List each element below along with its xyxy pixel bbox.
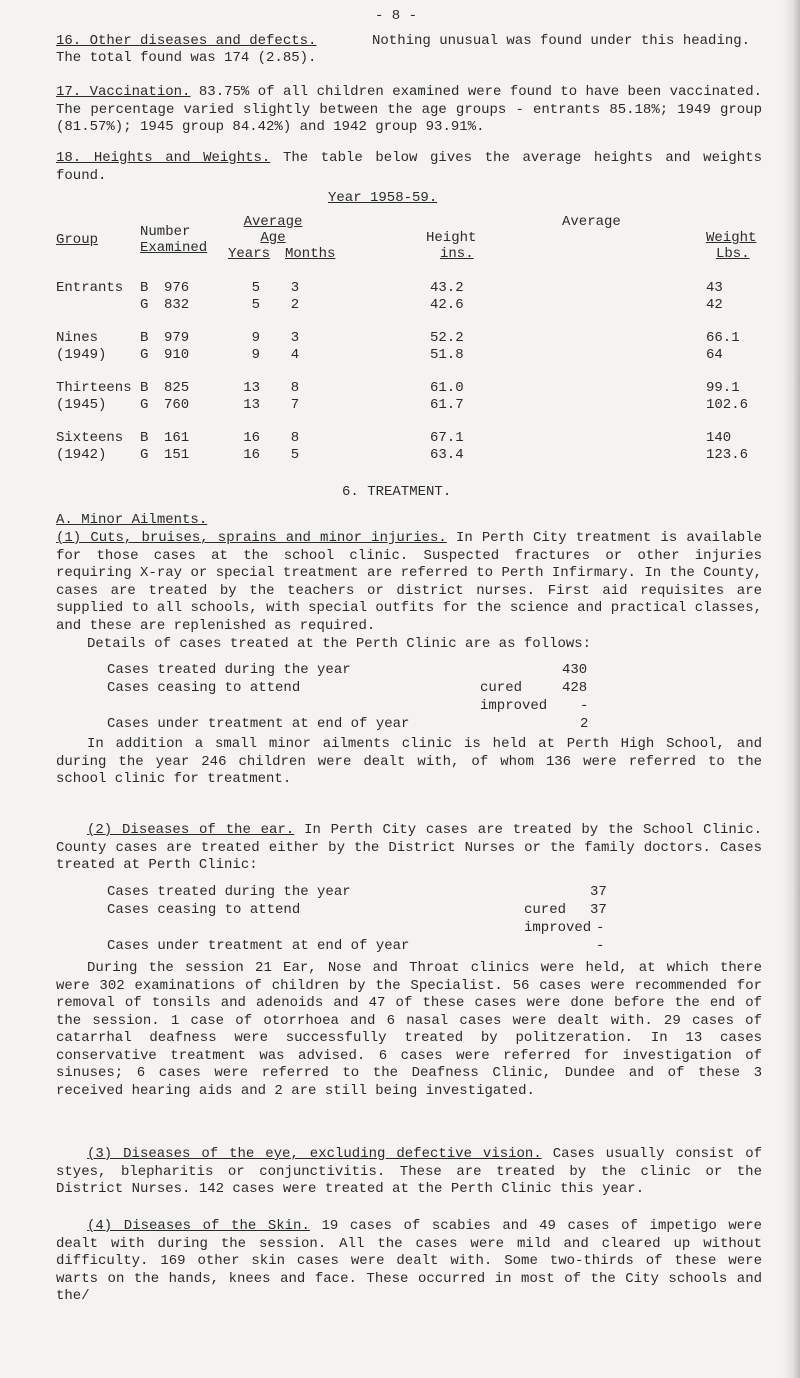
cuts-cured-label: cured: [480, 680, 523, 696]
row-sex: B: [140, 380, 149, 396]
row-group: (1945): [56, 397, 107, 413]
row-weight: 102.6: [706, 397, 749, 413]
section-17-text: 83.75% of all children examined were found to have been vaccinated. The percentage varied slightly between the age groups - entrants 85.18%; 1949 group (81.57%); 1945 group 84.42%) and 1942 group 93.91%.: [56, 84, 763, 135]
row-months: 2: [290, 297, 300, 313]
section-skin: [56, 1218, 762, 1306]
row-height: 42.6: [430, 297, 464, 313]
section-cuts-text: In Perth City treatment is available for those cases at the school clinic. Suspected fractures or other injuries requiring X-ray or special treatment are referred to Perth Infirmary. In the County, cases are treated by the teachers or district nurses. First aid requisites are supplied to all schools, with special outfits for the science and practical classes, and these are replenished as required.: [56, 530, 762, 634]
row-number: 825: [164, 380, 190, 396]
header-years: Years: [228, 246, 271, 262]
header-group: Group: [56, 232, 99, 248]
row-months: 3: [290, 280, 300, 296]
cuts-cured-value: 428: [562, 680, 588, 696]
cuts-cases-ceasing-label: Cases ceasing to attend: [107, 680, 301, 696]
row-height: 61.0: [430, 380, 464, 396]
header-height: Height: [426, 230, 477, 246]
section-eye-heading: (3) Diseases of the eye, excluding defective vision.: [87, 1146, 542, 1162]
section-16-text: Nothing unusual was found under this heading.: [372, 33, 751, 49]
header-weight: Weight: [706, 230, 757, 246]
row-number: 151: [164, 447, 190, 463]
section-ear: [56, 822, 762, 875]
ear-clinics-text: During the session 21 Ear, Nose and Throat clinics were held, at which there were 302 examinations of children by the Specialist. 56 cases were recommended for removal of tonsils and adenoids and 47 of these cases were done before the end of the session. 1 case of otorrhoea and 6 nasal cases were dealt with. 29 cases of catarrhal deafness were successfully treated by politzeration. In 13 cases conservative treatment was advised. 6 cases were referred for investigation of sinuses; 6 cases were referred to the Deafness Clinic, Dundee and of these 3 received hearing aids and 2 are still being investigated.: [56, 960, 762, 1099]
section-skin-heading: (4) Diseases of the Skin.: [87, 1218, 310, 1234]
row-weight: 99.1: [706, 380, 740, 396]
section-cuts-heading: (1) Cuts, bruises, sprains and minor injuries.: [56, 530, 447, 546]
row-height: 63.4: [430, 447, 464, 463]
row-sex: B: [140, 330, 149, 346]
row-group: Nines: [56, 330, 99, 346]
row-months: 8: [290, 380, 300, 396]
section-18: [56, 150, 762, 185]
treatment-heading: 6. TREATMENT.: [342, 484, 452, 500]
row-months: 8: [290, 430, 300, 446]
header-average-age: Average: [243, 214, 303, 230]
row-sex: G: [140, 297, 149, 313]
ear-cured-value: 37: [590, 902, 607, 918]
cuts-details-intro: Details of cases treated at the Perth Clinic are as follows:: [87, 636, 592, 652]
row-sex: B: [140, 280, 149, 296]
header-lbs: Lbs.: [716, 246, 750, 262]
section-16-heading: 16. Other diseases and defects.: [56, 33, 317, 49]
section-16-total: The total found was 174 (2.85).: [56, 50, 317, 66]
row-sex: G: [140, 397, 149, 413]
row-weight: 42: [706, 297, 723, 313]
row-years: 16: [243, 447, 260, 463]
row-months: 5: [290, 447, 300, 463]
row-years: 16: [243, 430, 260, 446]
row-number: 910: [164, 347, 190, 363]
section-18-text: The table below gives the average heights and weights found.: [56, 150, 762, 184]
row-weight: 64: [706, 347, 723, 363]
row-years: 5: [251, 280, 260, 296]
cuts-cases-treated-label: Cases treated during the year: [107, 662, 351, 678]
section-cuts: [56, 530, 762, 635]
header-examined: Examined: [140, 240, 208, 256]
row-weight: 43: [706, 280, 723, 296]
section-skin-text: 19 cases of scabies and 49 cases of impetigo were dealt with during the session. All the cases were mild and cleared up without difficulty. 169 other skin cases were dealt with. Some two-thirds of these were warts on the hands, knees and face. These occurred in most of the City schools and the/: [56, 1218, 762, 1304]
row-years: 9: [251, 330, 260, 346]
row-sex: G: [140, 347, 149, 363]
row-number: 760: [164, 397, 190, 413]
cuts-under-treatment-label: Cases under treatment at end of year: [107, 716, 410, 732]
section-17: [56, 84, 762, 137]
row-weight: 123.6: [706, 447, 749, 463]
row-sex: B: [140, 430, 149, 446]
header-number: Number: [140, 224, 191, 240]
header-ins: ins.: [440, 246, 474, 262]
section-ear-text: In Perth City cases are treated by the School Clinic. County cases are treated either by the District Nurses or the family doctors. Cases treated at Perth Clinic:: [56, 822, 762, 873]
row-number: 976: [164, 280, 190, 296]
row-group: Sixteens: [56, 430, 124, 446]
row-height: 67.1: [430, 430, 464, 446]
ear-cases-treated-value: 37: [590, 884, 607, 900]
ear-under-treatment-value: -: [596, 938, 605, 954]
ear-cured-label: cured: [524, 902, 567, 918]
row-group: Thirteens: [56, 380, 132, 396]
section-18-heading: 18. Heights and Weights.: [56, 150, 271, 166]
ear-improved-value: -: [596, 920, 605, 936]
row-weight: 140: [706, 430, 732, 446]
section-eye: [56, 1146, 762, 1199]
row-number: 832: [164, 297, 190, 313]
page-edge-shadow: [782, 0, 800, 1378]
row-years: 13: [243, 397, 260, 413]
row-height: 52.2: [430, 330, 464, 346]
cuts-additional-text: In addition a small minor ailments clinic is held at Perth High School, and during the year 246 children were dealt with, of whom 136 were referred to the school clinic for treatment.: [56, 736, 762, 787]
row-weight: 66.1: [706, 330, 740, 346]
section-eye-text: Cases usually consist of styes, blepharitis or conjunctivitis. These are treated by the clinic or the District Nurses. 142 cases were treated at the Perth Clinic this year.: [56, 1146, 763, 1197]
ear-cases-treated-label: Cases treated during the year: [107, 884, 351, 900]
section-ear-heading: (2) Diseases of the ear.: [87, 822, 295, 838]
cuts-under-treatment-value: 2: [580, 716, 589, 732]
page-number: - 8 -: [375, 8, 418, 24]
row-group: Entrants: [56, 280, 124, 296]
row-number: 161: [164, 430, 190, 446]
row-group: (1949): [56, 347, 107, 363]
cuts-improved-value: -: [580, 698, 589, 714]
header-average: Average: [562, 214, 621, 230]
cuts-improved-label: improved: [480, 698, 548, 714]
row-months: 7: [290, 397, 300, 413]
row-group: (1942): [56, 447, 107, 463]
row-years: 9: [251, 347, 260, 363]
minor-ailments-heading: A. Minor Ailments.: [56, 512, 208, 528]
header-months: Months: [285, 246, 336, 262]
row-months: 4: [290, 347, 300, 363]
section-17-heading: 17. Vaccination.: [56, 84, 191, 100]
row-sex: G: [140, 447, 149, 463]
row-years: 5: [251, 297, 260, 313]
row-years: 13: [243, 380, 260, 396]
ear-cases-ceasing-label: Cases ceasing to attend: [107, 902, 301, 918]
header-age: Age: [260, 230, 286, 246]
ear-under-treatment-label: Cases under treatment at end of year: [107, 938, 410, 954]
table-year-title: Year 1958-59.: [328, 190, 438, 206]
row-months: 3: [290, 330, 300, 346]
row-height: 61.7: [430, 397, 464, 413]
row-height: 51.8: [430, 347, 464, 363]
cuts-cases-treated-value: 430: [562, 662, 588, 678]
row-height: 43.2: [430, 280, 464, 296]
ear-improved-label: improved: [524, 920, 592, 936]
row-number: 979: [164, 330, 190, 346]
